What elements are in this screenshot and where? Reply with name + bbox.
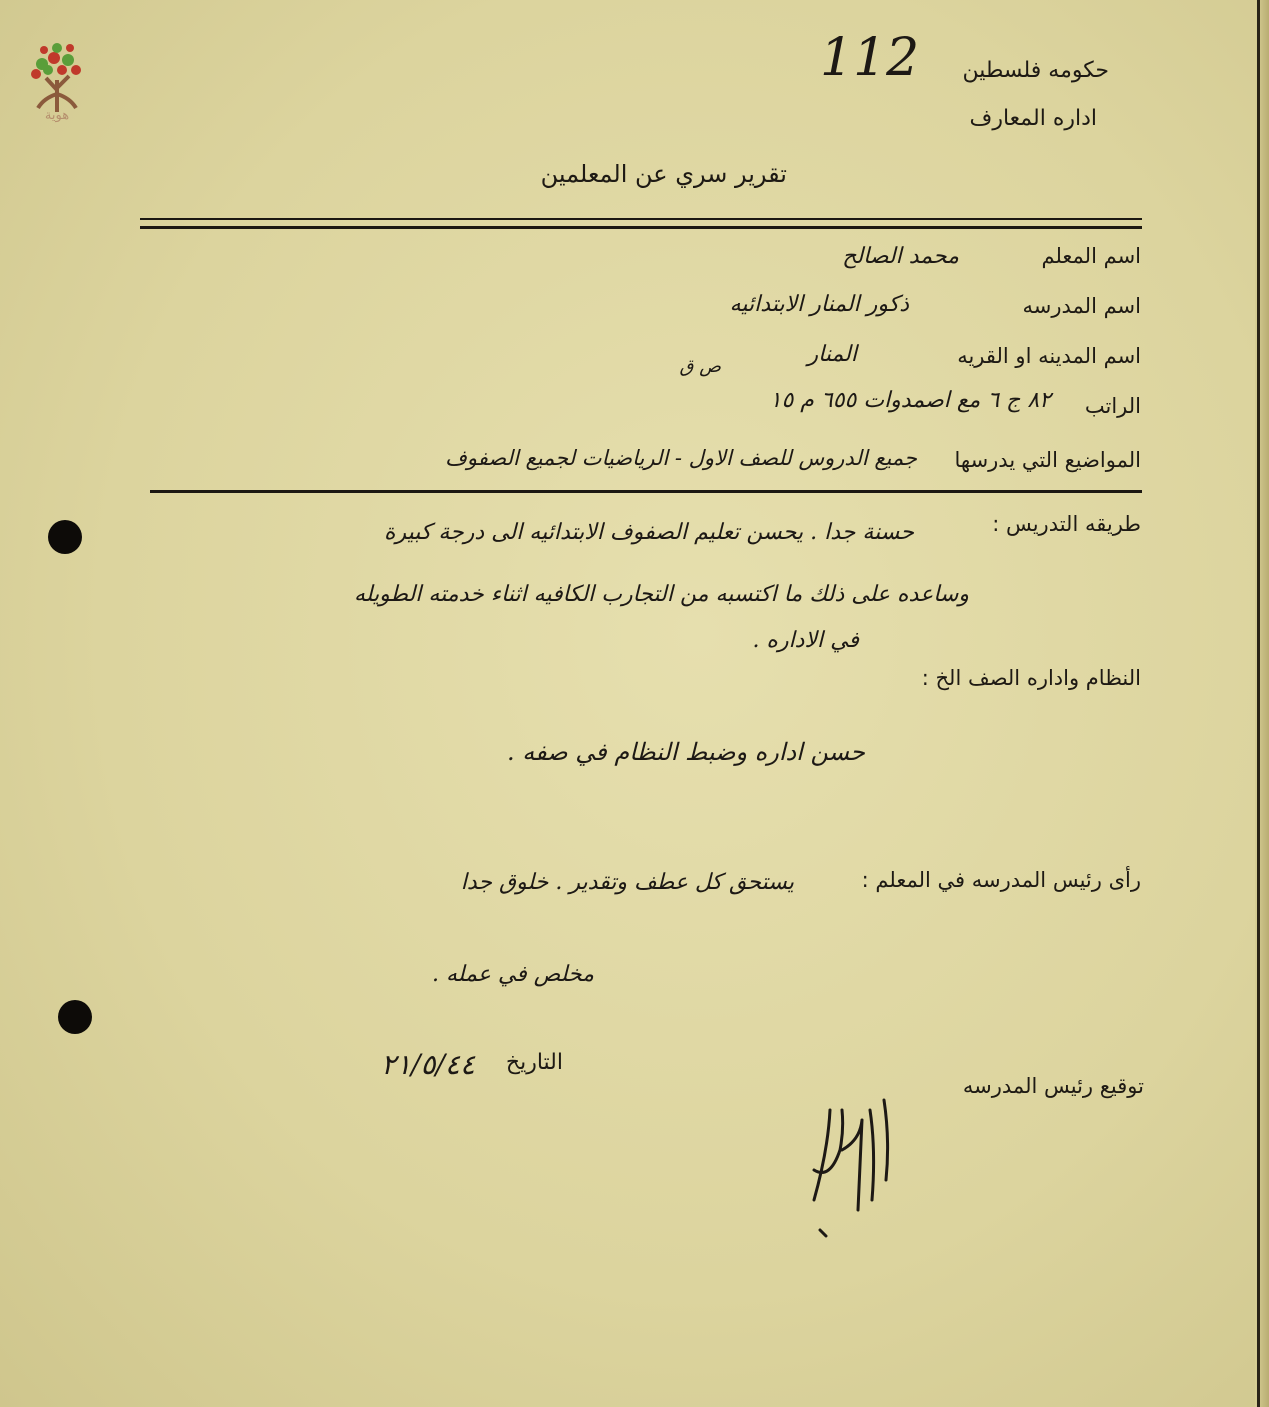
subjects-label: المواضيع التي يدرسها [954,448,1141,472]
subjects-value: جميع الدروس للصف الاول - الرياضيات لجميع الصفوف [445,446,917,470]
title-rule-bottom [140,226,1142,229]
report-title: تقرير سري عن المعلمين [540,160,787,188]
punch-hole-bottom [58,1000,92,1034]
principal-opinion-line-1: يستحق كل عطف وتقدير . خلوق جدا [460,870,794,895]
logo-text: هوية [44,108,70,123]
teacher-name-label: اسم المعلم [1041,244,1141,268]
principal-opinion-label: رأى رئيس المدرسه في المعلم : [861,868,1141,892]
town-value: المنار [807,342,857,367]
page-edge [1255,0,1269,1407]
date-label: التاريخ [505,1050,563,1075]
principal-opinion-line-2: مخلص في عمله . [432,962,594,987]
school-name-value: ذكور المنار الابتدائيه [729,292,909,317]
teaching-method-line-3: في الاداره . [752,628,859,653]
teaching-method-line-1: حسنة جدا . يحسن تعليم الصفوف الابتدائيه الى درجة كبيرة [383,520,914,545]
school-name-label: اسم المدرسه [1022,294,1141,318]
teaching-method-label: طريقه التدريس : [992,512,1141,536]
government-heading: حكومه فلسطين [962,58,1109,83]
salary-label: الراتب [1084,394,1141,418]
town-label: اسم المدينه او القريه [957,344,1141,368]
salary-value: ٨٢ ج ٦ مع اصمدوات ٦٥٥ م ١٥ [769,388,1051,413]
salary-units: ص ق [679,356,721,377]
punch-hole-top [48,520,82,554]
archive-logo [24,34,90,146]
discipline-label: النظام واداره الصف الخ : [921,666,1141,690]
principal-signature [800,1090,910,1240]
title-rule-top [140,218,1142,220]
teaching-method-line-2: وساعده على ذلك ما اكتسبه من التجارب الكافيه اثناء خدمته الطويله [353,582,969,607]
teacher-name-value: محمد الصالح [842,244,959,269]
fields-rule [150,490,1142,493]
signature-label: توقيع رئيس المدرسه [962,1074,1144,1098]
department-heading: اداره المعارف [969,106,1097,131]
reference-number: 112 [820,28,920,88]
discipline-value: حسن اداره وضبط النظام في صفه . [506,738,865,766]
date-value: ٢١/٥/٤٤ [380,1048,475,1081]
